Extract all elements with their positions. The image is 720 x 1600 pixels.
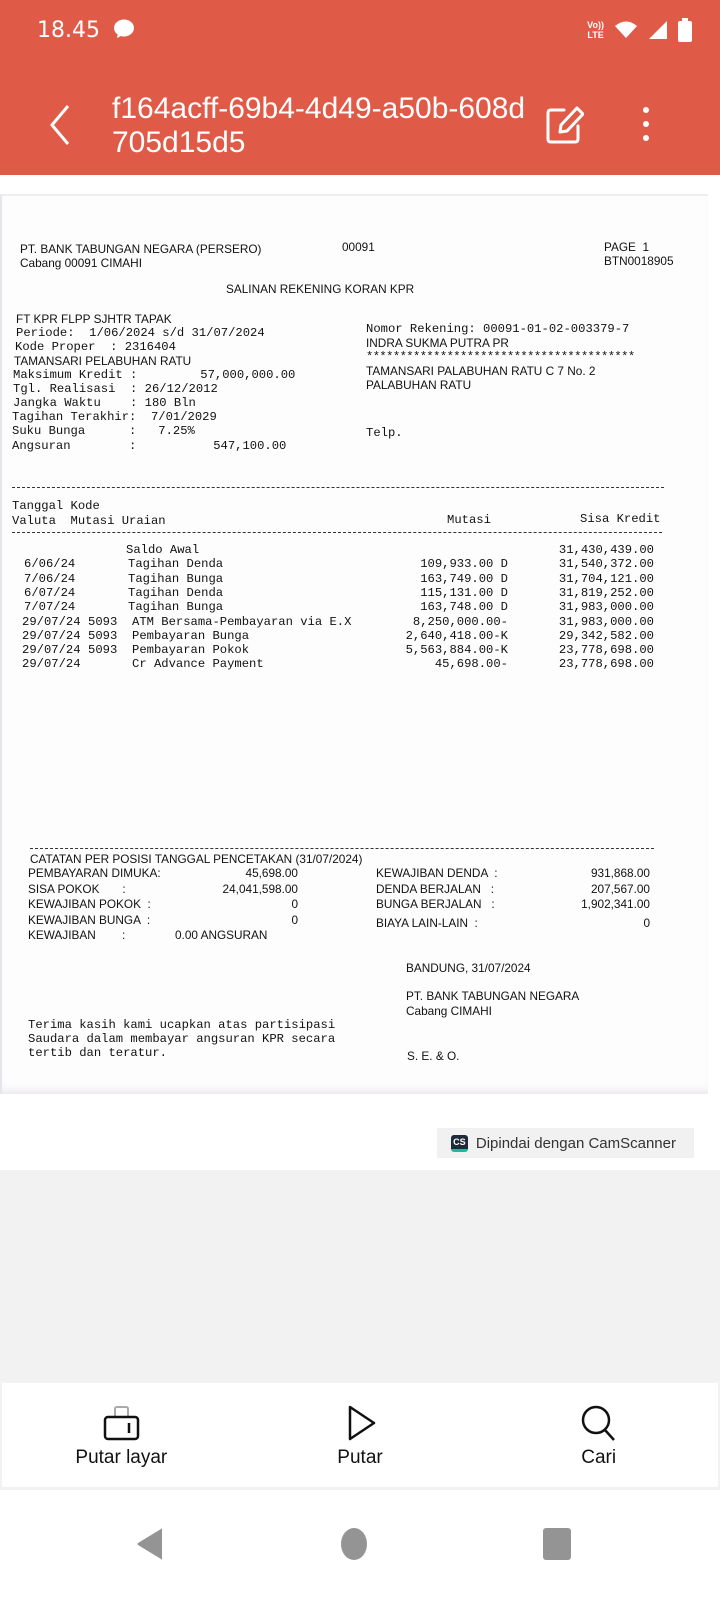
- header-tanggal-kode: Tanggal Kode: [12, 499, 100, 513]
- divider: [12, 487, 664, 488]
- scanned-statement: [0, 194, 708, 1094]
- note-label: SISA POKOK :: [28, 881, 126, 896]
- tx-date: 29/07/24: [22, 614, 81, 629]
- volte-label: Vo)): [587, 20, 604, 30]
- rotate-screen-label: Putar layar: [75, 1447, 168, 1468]
- address-line-2: PALABUHAN RATU: [366, 378, 472, 392]
- info-label: Tagihan Terakhir:: [12, 410, 137, 424]
- info-tagihan-terakhir: [12, 410, 217, 424]
- note-value: 0: [643, 915, 650, 930]
- info-value: 7.25%: [158, 424, 195, 438]
- tx-date: 6/07/24: [24, 585, 76, 600]
- page-label: PAGE 1: [604, 240, 650, 254]
- document-title: f164acff-69b4-4d49-a50b-608d705d15d5: [112, 92, 526, 159]
- system-nav-bar: [0, 1490, 720, 1600]
- info-periode: [16, 326, 265, 340]
- app-bar: [0, 80, 720, 175]
- tx-description: ATM Bersama-Pembayaran via E.X: [132, 614, 352, 629]
- rotate-screen-icon: [101, 1403, 141, 1443]
- battery-icon: [678, 18, 692, 42]
- info-jangka-waktu: [13, 396, 196, 410]
- info-value: 2316404: [124, 340, 176, 354]
- note-value: 207,567.00: [590, 881, 650, 896]
- tx-amount: 8,250,000.00-: [412, 614, 508, 629]
- branch-code: 00091: [342, 240, 375, 254]
- note-label: KEWAJIBAN BUNGA :: [28, 912, 151, 927]
- branch-name: Cabang 00091 CIMAHI: [20, 256, 142, 270]
- volte-icon: [587, 20, 604, 40]
- doc-code: BTN0018905: [604, 254, 674, 268]
- masked-line: ****************************************: [366, 350, 635, 364]
- account-number-line: [366, 322, 629, 336]
- tx-description: Saldo Awal: [126, 543, 200, 557]
- account-label: Nomor Rekening:: [366, 322, 476, 336]
- tx-code: 5093: [88, 628, 118, 643]
- play-icon: [340, 1403, 380, 1443]
- info-kode-proper: [15, 340, 176, 354]
- document-viewer[interactable]: [0, 175, 720, 1380]
- thanks-line-3: tertib dan teratur.: [28, 1046, 167, 1060]
- account-number: 00091-01-02-003379-7: [483, 322, 630, 336]
- note-value: 931,868.00: [590, 866, 650, 880]
- header-valuta-mutasi-uraian: Valuta Mutasi Uraian: [12, 514, 166, 528]
- tx-description: Pembayaran Pokok: [132, 643, 250, 658]
- sign-branch: Cabang CIMAHI: [406, 1004, 492, 1018]
- address-line-1: TAMANSARI PALABUHAN RATU C 7 No. 2: [366, 364, 596, 378]
- back-icon[interactable]: [44, 102, 76, 148]
- tx-amount: 115,131.00 D: [420, 585, 508, 600]
- wifi-icon: [614, 20, 638, 40]
- info-value: 180 Bln: [144, 396, 196, 410]
- status-bar: [0, 0, 720, 62]
- place-date: BANDUNG, 31/07/2024: [406, 961, 531, 975]
- divider: [30, 848, 654, 849]
- statement-title: SALINAN REKENING KORAN KPR: [226, 282, 415, 296]
- tx-balance: 31,819,252.00: [558, 585, 654, 600]
- phone-label: Telp.: [366, 426, 403, 440]
- note-label: KEWAJIBAN :: [28, 928, 126, 942]
- thanks-line-1: Terima kasih kami ucapkan atas partisipasi: [28, 1018, 336, 1032]
- tx-date: 6/06/24: [24, 557, 76, 572]
- info-label: Angsuran :: [12, 439, 137, 453]
- camscanner-watermark: [437, 1128, 694, 1158]
- note-label: DENDA BERJALAN :: [376, 881, 495, 896]
- tx-date: 29/07/24: [22, 628, 81, 643]
- tx-amount: 163,749.00 D: [420, 571, 508, 586]
- info-value: 57,000,000.00: [200, 368, 296, 382]
- info-value: 1/06/2024 s/d 31/07/2024: [89, 326, 265, 340]
- tx-code: 5093: [88, 643, 118, 658]
- note-label: KEWAJIBAN DENDA :: [376, 866, 498, 880]
- tx-amount: 5,563,884.00-K: [405, 643, 508, 658]
- tx-amount: 2,640,418.00-K: [405, 628, 508, 643]
- info-value: 26/12/2012: [144, 382, 218, 396]
- tx-description: Tagihan Denda: [128, 557, 224, 572]
- info-suku-bunga: [12, 424, 195, 438]
- info-value: 7/01/2029: [150, 410, 217, 424]
- note-value: 0.00 ANGSURAN: [175, 928, 268, 942]
- note-value: 0: [291, 912, 298, 927]
- info-angsuran: [12, 439, 286, 453]
- top-bar: [0, 0, 720, 175]
- info-location: TAMANSARI PELABUHAN RATU: [14, 354, 192, 368]
- signal-icon: [648, 20, 668, 40]
- message-icon: [113, 19, 135, 39]
- tx-description: Tagihan Bunga: [128, 600, 224, 615]
- tx-amount: 109,933.00 D: [420, 557, 508, 572]
- tx-balance: 31,430,439.00: [558, 543, 654, 557]
- play-label: Putar: [337, 1447, 383, 1468]
- nav-recents-icon[interactable]: [542, 1527, 572, 1561]
- rotate-screen-button[interactable]: [2, 1383, 241, 1487]
- tx-date: 29/07/24: [22, 657, 81, 672]
- sign-bank: PT. BANK TABUNGAN NEGARA: [406, 989, 580, 1003]
- divider: [12, 532, 662, 533]
- tx-description: Tagihan Denda: [128, 585, 224, 600]
- note-value: 1,902,341.00: [581, 897, 650, 911]
- tx-date: 29/07/24: [22, 643, 81, 658]
- info-label: Kode Proper :: [15, 340, 118, 354]
- info-label: Jangka Waktu :: [13, 396, 138, 410]
- status-icons: [587, 18, 692, 42]
- more-vert-icon[interactable]: [636, 104, 656, 144]
- info-label: Tgl. Realisasi :: [13, 382, 138, 396]
- nav-back-icon[interactable]: [135, 1527, 165, 1561]
- tx-balance: 31,983,000.00: [558, 614, 654, 629]
- header-mutasi: Mutasi: [447, 513, 491, 527]
- info-maksimum-kredit: [13, 368, 295, 382]
- bank-name: PT. BANK TABUNGAN NEGARA (PERSERO): [20, 242, 262, 256]
- note-value: 0: [291, 897, 298, 911]
- info-value: 547,100.00: [213, 439, 287, 453]
- search-icon: [579, 1403, 619, 1443]
- seo-note: S. E. & O.: [407, 1049, 460, 1063]
- tx-description: Cr Advance Payment: [132, 657, 264, 672]
- search-button[interactable]: [479, 1383, 718, 1487]
- watermark-text: Dipindai dengan CamScanner: [475, 1134, 676, 1152]
- note-label: BIAYA LAIN-LAIN :: [376, 915, 478, 930]
- note-value: 24,041,598.00: [222, 881, 298, 896]
- note-label: BUNGA BERJALAN :: [376, 897, 495, 911]
- tx-balance: 29,342,582.00: [558, 628, 654, 643]
- thanks-line-2: Saudara dalam membayar angsuran KPR secara: [28, 1032, 336, 1046]
- page: [0, 175, 720, 1170]
- tx-description: Pembayaran Bunga: [132, 628, 250, 643]
- tx-date: 7/07/24: [24, 600, 76, 615]
- info-tgl-realisasi: [13, 382, 218, 396]
- note-label: KEWAJIBAN POKOK :: [28, 897, 151, 911]
- tx-balance: 23,778,698.00: [558, 643, 654, 658]
- bottom-toolbar: [2, 1383, 718, 1487]
- note-label: PEMBAYARAN DIMUKA:: [28, 866, 161, 880]
- tx-balance: 31,704,121.00: [558, 571, 654, 586]
- notes-title: CATATAN PER POSISI TANGGAL PENCETAKAN (31/07/2024): [30, 852, 363, 866]
- tx-balance: 31,540,372.00: [558, 557, 654, 572]
- play-button[interactable]: [241, 1383, 480, 1487]
- account-holder: INDRA SUKMA PUTRA PR: [366, 336, 509, 350]
- info-label: Suku Bunga :: [12, 424, 137, 438]
- camscanner-logo-icon: CS: [451, 1135, 468, 1152]
- nav-home-icon[interactable]: [340, 1527, 368, 1561]
- tx-code: 5093: [88, 614, 118, 629]
- tx-date: 7/06/24: [24, 571, 76, 586]
- edit-icon[interactable]: [546, 102, 584, 144]
- header-sisa-kredit: Sisa Kredit: [580, 512, 661, 526]
- tx-amount: 163,748.00 D: [420, 600, 508, 615]
- tx-amount: 45,698.00-: [434, 657, 508, 672]
- note-value: 45,698.00: [245, 866, 298, 880]
- product-name: FT KPR FLPP SJHTR TAPAK: [16, 312, 172, 326]
- tx-description: Tagihan Bunga: [128, 571, 224, 586]
- tx-balance: 31,983,000.00: [558, 600, 654, 615]
- search-label: Cari: [581, 1447, 617, 1468]
- info-label: Maksimum Kredit :: [13, 368, 138, 382]
- status-time: 18.45: [37, 18, 100, 43]
- tx-balance: 23,778,698.00: [558, 657, 654, 672]
- lte-label: LTE: [587, 30, 604, 40]
- info-label: Periode:: [16, 326, 75, 340]
